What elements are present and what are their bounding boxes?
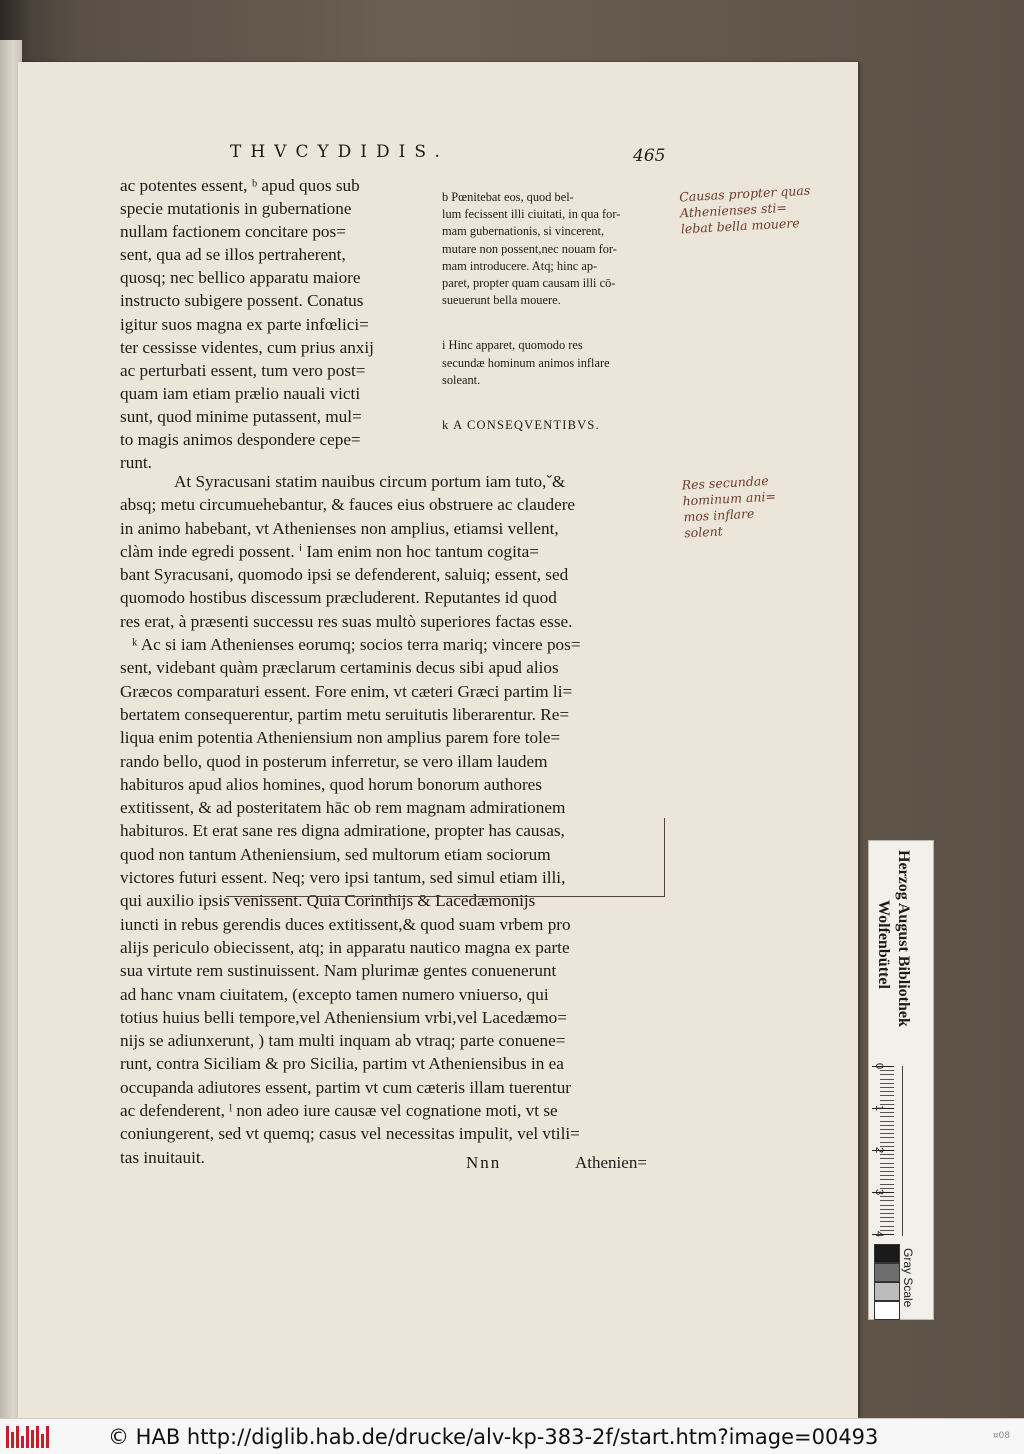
chart-title-line: Wolfenbüttel (875, 900, 892, 989)
text-line: sua virtute rem sustinuissent. Nam plurimæ gentes conuenerunt (120, 961, 557, 981)
text-line: extitissent, & ad posteritatem hāc ob rem magnam admirationem (120, 798, 566, 818)
scale-tick (880, 1209, 894, 1210)
scale-number: 0 (873, 1062, 886, 1070)
scale-tick (880, 1158, 894, 1159)
gloss-line: b Pœnitebat eos, quod bel- (442, 190, 574, 204)
scale-tick (880, 1154, 894, 1155)
text-line: ac perturbati essent, tum vero post= (120, 360, 366, 380)
scale-tick (880, 1087, 894, 1088)
text-line: quam iam etiam prælio nauali victi (120, 383, 361, 403)
footer-bar (0, 1418, 1024, 1454)
scale-border (902, 1066, 903, 1236)
text-line: At Syracusani statim nauibus circum portum iam tuto,ˇ& (174, 472, 566, 491)
source-url[interactable]: © HAB http://diglib.hab.de/drucke/alv-kp-383-2f/start.htm?image=00493 (108, 1424, 879, 1449)
scale-number: 4 (873, 1230, 886, 1238)
text-line: liqua enim potentia Atheniensium non amplius parem fore tole= (120, 728, 561, 748)
gloss-line: i Hinc apparet, quomodo res (442, 338, 583, 353)
text-line: rando bello, quod in posterum inferretur, se vero illam laudem (120, 751, 548, 771)
handwritten-line: solent (683, 523, 724, 541)
scale-tick (880, 1116, 894, 1117)
ink-underline-bracket (226, 818, 665, 897)
handwritten-word: sti= (760, 199, 788, 217)
scale-tick (880, 1213, 894, 1214)
scale-tick (880, 1074, 894, 1075)
text-line: runt, contra Siciliam & pro Sicilia, partim vt Atheniensibus in ea (120, 1054, 564, 1074)
gray-patch (874, 1263, 900, 1282)
scale-tick (880, 1083, 894, 1084)
text-line: Græcos comparaturi essent. Fore enim, vt cæteri Græci partim li= (120, 681, 573, 701)
text-line: occupanda adiutores essent, partim vt cum cæteris illam tuerentur (120, 1077, 572, 1097)
gloss-line: lum fecissent illi ciuitati, in qua for- (442, 207, 621, 222)
text-line: ad hanc vnam ciuitatem, (excepto tamen numero vniuerso, qui (120, 984, 549, 1004)
scale-tick (880, 1221, 894, 1222)
footer-marker: ¤08 (992, 1431, 1010, 1441)
scale-tick (880, 1070, 894, 1071)
scale-number: 3 (873, 1188, 886, 1196)
text-line: tas inuitauit. (120, 1147, 205, 1167)
scale-tick (880, 1133, 894, 1134)
text-line: nijs se adiunxerunt, ) tam multi inquam ab vtraq; parte conuene= (120, 1031, 566, 1051)
scale-tick (880, 1079, 894, 1080)
text-line: qui auxilio ipsis venissent. Quia Corinthijs & Lacedæmonijs (120, 891, 536, 911)
gray-patch (874, 1301, 900, 1320)
gloss-line: soleant. (442, 372, 481, 387)
gloss-line: mutare non possent,nec nouam for- (442, 241, 617, 256)
scale-tick (880, 1129, 894, 1130)
scale-tick (880, 1205, 894, 1206)
scale-number: 1 (873, 1104, 886, 1112)
text-line: absq; metu circumuehebantur, & fauces eius obstruere ac claudere (120, 495, 576, 515)
text-line: in animo habebant, vt Athenienses non amplius, etiamsi vellent, (120, 518, 559, 538)
text-line: to magis animos despondere cepe= (120, 430, 361, 450)
gray-scale-patches (874, 1244, 898, 1314)
catchword: Athenien= (575, 1153, 647, 1172)
text-line: ᵏ Ac si iam Athenienses eorumq; socios terra mariq; vincere pos= (132, 635, 581, 655)
chart-title (866, 850, 926, 1050)
handwritten-line: lebat bella mouere (680, 215, 801, 237)
gloss-k: k A CONSEQVENTIBVS. (442, 418, 600, 433)
text-line: ter cessisse videntes, cum prius anxij (120, 337, 374, 357)
gloss-i (442, 337, 674, 389)
text-line: instructo subigere possent. Conatus (120, 291, 364, 311)
text-line: quod non tantum Atheniensium, sed multorum etiam sociorum (120, 844, 551, 864)
text-line: quomodo hostibus discessum præcluderent. Reputantes id quod (120, 588, 557, 608)
scale-tick (880, 1112, 894, 1113)
gloss-b (442, 189, 674, 309)
gloss-line: mam introducere. Atq; hinc ap- (442, 258, 598, 273)
left-column-text (120, 174, 438, 474)
text-line: nullam factionem concitare pos= (120, 222, 346, 242)
text-line: victores futuri essent. Neq; vero ipsi tantum, sed simul etiam illi, (120, 868, 566, 888)
scale-tick (880, 1217, 894, 1218)
running-head: THVCYDIDIS. (230, 142, 449, 162)
text-line: quosq; nec bellico apparatu maiore (120, 268, 361, 288)
gloss-line: mam gubernationis, si vincerent, (442, 224, 605, 239)
scale-tick (880, 1167, 894, 1168)
scale-tick (880, 1091, 894, 1092)
text-line: res erat, à præsenti successu res suas multò superiores factas esse. (120, 611, 573, 631)
hab-logo-icon (6, 1426, 50, 1448)
scale-tick (880, 1163, 894, 1164)
handwritten-line: Res secundae (681, 472, 770, 493)
chart-title-line: Herzog August Bibliothek (895, 850, 912, 1027)
scale-tick (880, 1100, 894, 1101)
scale-tick (880, 1095, 894, 1096)
gray-scale-label: Gray Scale (901, 1248, 915, 1308)
scale-tick (880, 1137, 894, 1138)
scale-tick (880, 1196, 894, 1197)
scale-tick (880, 1142, 894, 1143)
gloss-line: secundæ hominum animos inflare (442, 355, 610, 370)
text-line: bant Syracusani, quomodo ipsi se defenderent, saluiq; essent, sed (120, 565, 569, 585)
handwritten-line: hominum ani= (682, 488, 777, 509)
scale-tick (880, 1184, 894, 1185)
text-line: alijs periculo obiecissent, atq; in apparatu nautico magna ex parte (120, 937, 570, 957)
handwritten-line: Causas propter quas (678, 182, 811, 205)
scale-number: 2 (873, 1146, 886, 1154)
text-line: ac potentes essent, ᵇ apud quos sub (120, 176, 360, 195)
text-line: habituros apud alios homines, quod horum bonorum authores (120, 774, 542, 794)
signature-mark: Nnn (466, 1153, 502, 1172)
scale-tick (880, 1121, 894, 1122)
text-line: iuncti in rebus gerendis duces extitissent,& quod suam vrbem pro (120, 914, 571, 934)
scale-tick (880, 1175, 894, 1176)
text-line: igitur suos magna ex parte infœlici= (120, 314, 369, 334)
scale-tick (880, 1179, 894, 1180)
scale-tick (880, 1226, 894, 1227)
text-line: sent, qua ad se illos pertraherent, (120, 245, 346, 265)
handwritten-note (679, 183, 812, 238)
gray-patch (874, 1282, 900, 1301)
centimeter-scale (872, 1062, 894, 1238)
text-line: sunt, quod minime putassent, mul= (120, 406, 362, 426)
scale-tick (880, 1171, 894, 1172)
handwritten-word: Athenienses (679, 201, 758, 221)
page-number: 465 (633, 146, 666, 166)
text-line: coniungerent, sed vt quemq; casus vel necessitas impulit, vel vtili= (120, 1124, 580, 1144)
handwritten-note (681, 473, 778, 542)
scale-tick (880, 1125, 894, 1126)
gray-patch (874, 1244, 900, 1263)
scale-tick (880, 1200, 894, 1201)
text-line: clàm inde egredi possent. ⁱ Iam enim non hoc tantum cogita= (120, 541, 539, 561)
marginal-glosses (442, 189, 674, 462)
handwritten-line: mos inflare (683, 505, 755, 525)
text-line: sent, videbant quàm præclarum certaminis decus sibi apud alios (120, 658, 559, 678)
text-line: habituros. Et erat sane res digna admiratione, propter has causas, (120, 821, 565, 841)
text-line: bertatem consequerentur, partim metu seruitutis liberarentur. Re= (120, 704, 570, 724)
text-line: runt. (120, 453, 152, 473)
gloss-line: paret, propter quam causam illi cō- (442, 276, 616, 291)
text-line: ac defenderent, ˡ non adeo iure causæ vel cognatione moti, vt se (120, 1101, 558, 1121)
gloss-line: sueuerunt bella mouere. (442, 293, 561, 308)
text-line: specie mutationis in gubernatione (120, 199, 352, 219)
text-line: totius huius belli tempore,vel Atheniensium vrbi,vel Lacedæmo= (120, 1007, 567, 1027)
